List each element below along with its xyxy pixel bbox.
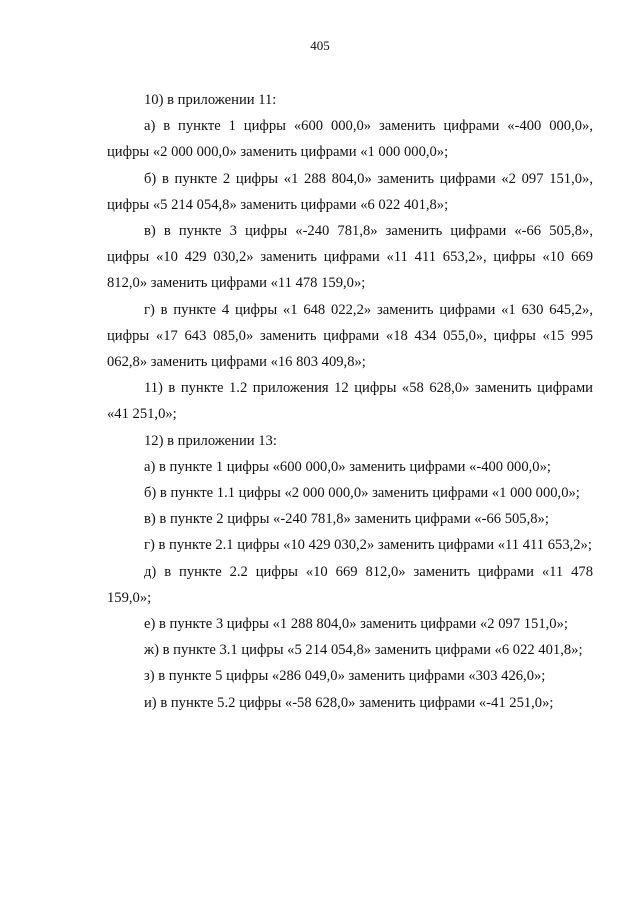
paragraph-12i: и) в пункте 5.2 цифры «-58 628,0» заменить цифрами «-41 251,0»;: [144, 694, 554, 711]
paragraph-10b: б) в пункте 2 цифры «1 288 804,0» заменить цифрами «2 097 151,0», цифры «5 214 054,8» заменить цифрами «6 022 401,8»;: [107, 170, 593, 213]
paragraph-12: 12) в приложении 13:: [144, 432, 277, 449]
paragraph-12a: а) в пункте 1 цифры «600 000,0» заменить цифрами «-400 000,0»;: [144, 458, 551, 475]
paragraph-12zh: ж) в пункте 3.1 цифры «5 214 054,8» заменить цифрами «6 022 401,8»;: [144, 642, 583, 659]
paragraph-12v: в) в пункте 2 цифры «-240 781,8» заменить цифрами «-66 505,8»;: [144, 511, 549, 528]
paragraph-10v: в) в пункте 3 цифры «-240 781,8» заменить цифрами «-66 505,8», цифры «10 429 030,2» заменить цифрами «11 411 653,2», цифры «10 669 812,0» заменить цифрами «11 478 159,0»;: [107, 223, 593, 292]
paragraph-12z: з) в пункте 5 цифры «286 049,0» заменить цифрами «303 426,0»;: [144, 668, 546, 685]
paragraph-10: 10) в приложении 11:: [144, 92, 277, 108]
document-body: [107, 87, 593, 716]
paragraph-12d: д) в пункте 2.2 цифры «10 669 812,0» заменить цифрами «11 478 159,0»;: [107, 563, 593, 606]
paragraph-12e: е) в пункте 3 цифры «1 288 804,0» заменить цифрами «2 097 151,0»;: [144, 616, 568, 633]
paragraph-12g: г) в пункте 2.1 цифры «10 429 030,2» заменить цифрами «11 411 653,2»;: [144, 537, 592, 554]
paragraph-10g: г) в пункте 4 цифры «1 648 022,2» заменить цифрами «1 630 645,2», цифры «17 643 085,0» заменить цифрами «18 434 055,0», цифры «15 995 062,8» заменить цифрами «16 803 409,8»;: [107, 301, 593, 371]
paragraph-11: 11) в пункте 1.2 приложения 12 цифры «58 628,0» заменить цифрами «41 251,0»;: [107, 380, 593, 423]
page-number: 405: [310, 38, 330, 53]
paragraph-12b: б) в пункте 1.1 цифры «2 000 000,0» заменить цифрами «1 000 000,0»;: [144, 485, 580, 502]
paragraph-10a: а) в пункте 1 цифры «600 000,0» заменить цифрами «-400 000,0», цифры «2 000 000,0» заменить цифрами «1 000 000,0»;: [107, 118, 593, 161]
